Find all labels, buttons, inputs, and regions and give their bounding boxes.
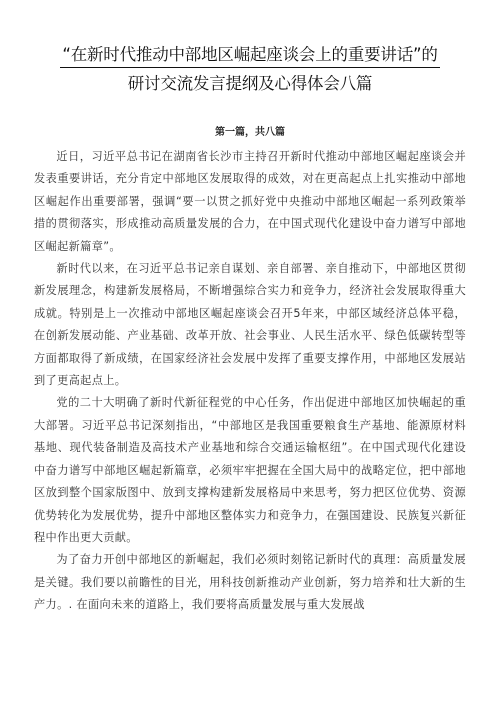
document-title — [34, 44, 466, 96]
paragraph-3: 党的二十大明确了新时代新征程党的中心任务，作出促进中部地区加快崛起的重大部署。习近平总书记深刻指出，“中部地区是我国重要粮食生产基地、能源原材料基地、现代装备制造及高技术产业基地和综合交通运输枢纽”。在中国式现代化建设中奋力谱写中部地区崛起新篇章，必须牢牢把握在全国大局中的战略定位，把中部地区放到整个国家版图中、放到支撑构建新发展格局中来思考，努力把区位优势、资源优势转化为发展优势，提升中部地区整体实力和竞争力，在强国建设、民族复兴新征程中作出更大贡献。 — [34, 396, 466, 544]
paragraph-4: 为了奋力开创中部地区的新崛起，我们必须时刻铭记新时代的真理：高质量发展是关键。我们要以前瞻性的目光，用科技创新推动产业创新，努力培养和壮大新的生产力。. 在面向未来的道路上，我们要将高质量发展与重大发展战 — [34, 553, 466, 612]
title-line-1: “在新时代推动中部地区崛起座谈会上的重要讲话”的 — [60, 44, 439, 68]
paragraph-1: 近日，习近平总书记在湖南省长沙市主持召开新时代推动中部地区崛起座谈会并发表重要讲话，充分肯定中部地区发展取得的成效，对在更高起点上扎实推动中部地区崛起作出重要部署，强调“要一以贯之抓好党中央推动中部地区崛起一系列政策举措的贯彻落实，形成推动高质量发展的合力，在中国式现代化建设中奋力谱写中部地区崛起新篇章”。 — [34, 150, 466, 253]
document-body — [34, 146, 466, 617]
section-heading: 第一篇，共八篇 — [215, 127, 285, 138]
paragraph-2: 新时代以来，在习近平总书记亲自谋划、亲自部署、亲自推动下，中部地区贯彻新发展理念，构建新发展格局，不断增强综合实力和竞争力，经济社会发展取得重大成就。特别是上一次推动中部地区崛起座谈会召开5年来，中部区域经济总体平稳，在创新发展动能、产业基础、改革开放、社会事业、人民生活水平、绿色低碳转型等方面都取得了新成绩，在国家经济社会发展中发挥了重要支撑作用，中部地区发展站到了更高起点上。 — [34, 262, 466, 388]
title-line-2: 研讨交流发言提纲及心得体会八篇 — [127, 74, 373, 93]
